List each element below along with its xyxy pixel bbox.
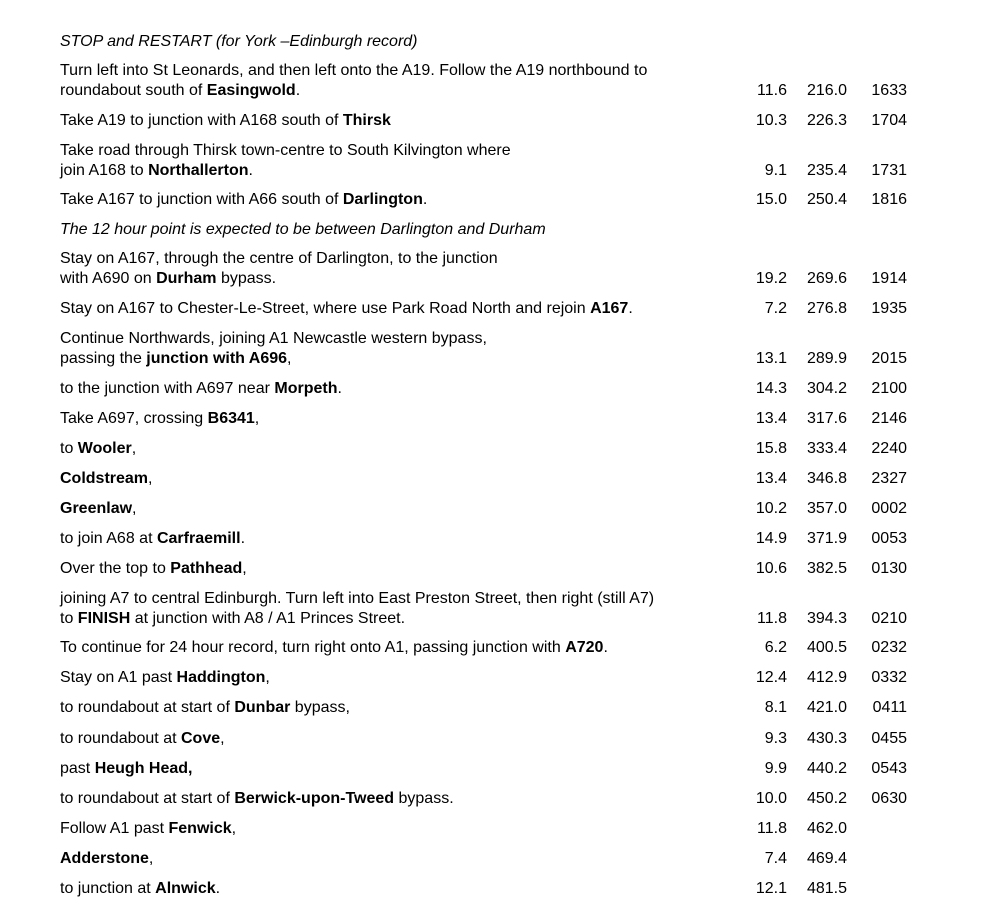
place-name: Pathhead — [170, 560, 243, 577]
direction-text: join A168 to — [60, 162, 149, 179]
stage-directions — [60, 439, 750, 459]
direction-text: To continue for 24 hour record, turn right onto A1, passing junction with — [60, 639, 566, 656]
direction-line — [60, 668, 750, 688]
stage-directions — [60, 499, 750, 519]
cumulative-distance: 412.9 — [806, 669, 847, 686]
schedule-time: 0332 — [871, 669, 907, 686]
direction-text: to junction at — [60, 880, 156, 897]
direction-line — [60, 819, 750, 839]
route-note — [0, 32, 1000, 52]
cumulative-distance: 333.4 — [806, 440, 847, 457]
direction-text: STOP and RESTART (for York –Edinburgh record) — [60, 33, 418, 50]
direction-line — [60, 190, 750, 210]
stage-distance: 13.4 — [755, 410, 787, 427]
direction-line — [60, 638, 750, 658]
direction-line — [60, 161, 750, 181]
schedule-time: 0210 — [871, 610, 907, 627]
direction-line — [60, 609, 750, 629]
cumulative-distance: 430.3 — [806, 730, 847, 747]
direction-text: Continue Northwards, joining A1 Newcastle western bypass, — [60, 330, 487, 347]
direction-text: roundabout south of — [60, 82, 207, 99]
direction-text: , — [265, 669, 270, 686]
direction-text: Stay on A167 to Chester-Le-Street, where use Park Road North and rejoin — [60, 300, 591, 317]
place-name: Dunbar — [234, 699, 291, 716]
direction-line — [60, 409, 750, 429]
stage-distance: 10.0 — [755, 790, 787, 807]
direction-text: . — [215, 880, 221, 897]
direction-text: Stay on A1 past — [60, 669, 177, 686]
direction-line — [60, 349, 750, 369]
schedule-time: 1633 — [871, 82, 907, 99]
direction-text: to roundabout at — [60, 730, 181, 747]
place-name: Carfraemill — [156, 530, 241, 547]
route-stage-row — [0, 61, 1000, 101]
route-stage-row — [0, 499, 1000, 519]
direction-text: , — [242, 560, 247, 577]
direction-line — [60, 698, 750, 718]
route-note — [0, 220, 1000, 240]
cumulative-distance: 357.0 — [806, 500, 847, 517]
stage-distance: 8.1 — [764, 699, 787, 716]
direction-text: . — [337, 380, 342, 397]
schedule-time: 1935 — [871, 300, 907, 317]
stage-directions — [60, 529, 750, 549]
stage-distance: 14.3 — [755, 380, 787, 397]
cumulative-distance: 371.9 — [806, 530, 847, 547]
schedule-time: 1704 — [871, 112, 907, 129]
direction-text: Turn left into St Leonards, and then left onto the A19. Follow the A19 northbound to — [60, 62, 648, 79]
stage-directions — [60, 141, 750, 181]
direction-text: , — [132, 500, 137, 517]
direction-text: bypass. — [394, 790, 454, 807]
route-stage-row — [0, 589, 1000, 629]
note-text — [60, 32, 750, 52]
stage-directions — [60, 299, 750, 319]
cumulative-distance: 304.2 — [806, 380, 847, 397]
route-stage-row — [0, 439, 1000, 459]
cumulative-distance: 250.4 — [806, 191, 847, 208]
cumulative-distance: 462.0 — [806, 820, 847, 837]
stage-directions — [60, 638, 750, 658]
schedule-time: 0455 — [871, 730, 907, 747]
stage-directions — [60, 61, 750, 101]
place-name: A167 — [590, 300, 629, 317]
stage-distance: 11.8 — [757, 820, 787, 837]
direction-line — [60, 499, 750, 519]
place-name: Berwick-upon-Tweed — [234, 790, 395, 807]
stage-directions — [60, 379, 750, 399]
place-name: B6341 — [207, 410, 255, 427]
schedule-time: 0543 — [871, 760, 907, 777]
schedule-time: 2015 — [871, 350, 907, 367]
direction-text: bypass. — [216, 270, 277, 287]
direction-text: Stay on A167, through the centre of Darlington, to the junction — [60, 250, 498, 267]
route-stage-row — [0, 638, 1000, 658]
direction-text: . — [248, 162, 253, 179]
stage-distance: 19.2 — [755, 270, 787, 287]
place-name: Darlington — [342, 191, 423, 208]
stage-distance: 13.4 — [755, 470, 787, 487]
route-stage-row — [0, 759, 1000, 779]
direction-line — [60, 299, 750, 319]
cumulative-distance: 421.0 — [806, 699, 847, 716]
stage-directions — [60, 698, 750, 718]
stage-distance: 11.8 — [757, 610, 787, 627]
cumulative-distance: 216.0 — [806, 82, 847, 99]
place-name: Wooler — [77, 440, 132, 457]
place-name: Morpeth — [274, 380, 338, 397]
stage-directions — [60, 329, 750, 369]
route-stage-row — [0, 111, 1000, 131]
stage-distance: 7.4 — [764, 850, 787, 867]
place-name: FINISH — [77, 610, 131, 627]
route-stage-row — [0, 379, 1000, 399]
schedule-time: 2100 — [871, 380, 907, 397]
place-name: Haddington — [176, 669, 266, 686]
schedule-time: 2240 — [871, 440, 907, 457]
cumulative-distance: 400.5 — [806, 639, 847, 656]
direction-text: , — [231, 820, 237, 837]
direction-text: Over the top to — [60, 560, 171, 577]
place-name: Fenwick — [168, 820, 232, 837]
stage-directions — [60, 879, 750, 899]
direction-line — [60, 379, 750, 399]
route-stage-row — [0, 559, 1000, 579]
direction-text: to — [60, 610, 78, 627]
direction-line — [60, 729, 750, 749]
route-stage-row — [0, 329, 1000, 369]
direction-text: . — [422, 191, 428, 208]
schedule-time: 2146 — [871, 410, 907, 427]
stage-distance: 10.2 — [755, 500, 787, 517]
direction-text: joining A7 to central Edinburgh. Turn left into East Preston Street, then right (still A7) — [60, 590, 655, 607]
direction-text: to — [60, 440, 78, 457]
direction-line — [60, 879, 750, 899]
stage-distance: 7.2 — [764, 300, 787, 317]
direction-text: at junction with A8 / A1 Princes Street. — [130, 610, 406, 627]
schedule-time: 1731 — [871, 162, 907, 179]
route-stage-row — [0, 668, 1000, 688]
direction-text: , — [287, 350, 292, 367]
schedule-time: 0411 — [872, 699, 907, 716]
stage-distance: 10.3 — [755, 112, 787, 129]
direction-text: , — [148, 470, 153, 487]
stage-distance: 10.6 — [755, 560, 787, 577]
stage-directions — [60, 759, 750, 779]
schedule-time: 1816 — [871, 191, 907, 208]
route-stage-row — [0, 469, 1000, 489]
direction-text: . — [295, 82, 301, 99]
schedule-time: 1914 — [871, 270, 907, 287]
direction-line — [60, 469, 750, 489]
stage-directions — [60, 111, 750, 131]
stage-distance: 11.6 — [757, 82, 787, 99]
stage-distance: 6.2 — [764, 639, 787, 656]
stage-directions — [60, 849, 750, 869]
route-stage-row — [0, 849, 1000, 869]
cumulative-distance: 382.5 — [806, 560, 847, 577]
schedule-time: 0232 — [871, 639, 907, 656]
direction-text: , — [254, 410, 260, 427]
stage-directions — [60, 409, 750, 429]
direction-line — [60, 329, 750, 349]
direction-line — [60, 529, 750, 549]
schedule-time: 0053 — [871, 530, 907, 547]
direction-text: to join A68 at — [60, 530, 157, 547]
direction-line — [60, 61, 750, 81]
place-name: A720 — [565, 639, 604, 656]
direction-text: . — [628, 300, 633, 317]
stage-directions — [60, 190, 750, 210]
cumulative-distance: 346.8 — [806, 470, 847, 487]
direction-text: Take road through Thirsk town-centre to South Kilvington where — [60, 142, 511, 159]
direction-text: . — [240, 530, 246, 547]
stage-distance: 9.3 — [764, 730, 787, 747]
stage-distance: 12.4 — [755, 669, 787, 686]
stage-distance: 14.9 — [755, 530, 787, 547]
stage-distance: 9.9 — [764, 760, 787, 777]
direction-text: , — [131, 440, 137, 457]
place-name: Cove — [180, 730, 221, 747]
direction-line — [60, 849, 750, 869]
place-name: Greenlaw — [60, 500, 133, 517]
cumulative-distance: 276.8 — [806, 300, 847, 317]
direction-text: Take A19 to junction with A168 south of — [60, 112, 343, 129]
direction-text: to the junction with A697 near — [60, 380, 275, 397]
direction-text: to roundabout at start of — [60, 699, 235, 716]
schedule-time: 2327 — [871, 470, 907, 487]
direction-line — [60, 559, 750, 579]
place-name: Durham — [156, 270, 217, 287]
cumulative-distance: 394.3 — [806, 610, 847, 627]
direction-text: Take A697, crossing — [60, 410, 208, 427]
stage-directions — [60, 789, 750, 809]
route-stage-row — [0, 249, 1000, 289]
stage-directions — [60, 729, 750, 749]
route-stage-row — [0, 529, 1000, 549]
place-name: junction with A696 — [146, 350, 288, 367]
direction-line — [60, 111, 750, 131]
place-name: Adderstone — [60, 850, 149, 867]
direction-text: , — [220, 730, 225, 747]
cumulative-distance: 450.2 — [806, 790, 847, 807]
place-name: Easingwold — [206, 82, 296, 99]
direction-text: bypass, — [290, 699, 350, 716]
direction-line — [60, 439, 750, 459]
place-name: Heugh Head, — [94, 760, 193, 777]
cumulative-distance: 469.4 — [806, 850, 847, 867]
stage-distance: 9.1 — [764, 162, 787, 179]
stage-directions — [60, 668, 750, 688]
cumulative-distance: 269.6 — [806, 270, 847, 287]
direction-line — [60, 589, 750, 609]
stage-distance: 13.1 — [755, 350, 787, 367]
direction-text: , — [148, 850, 154, 867]
cumulative-distance: 226.3 — [806, 112, 847, 129]
stage-distance: 12.1 — [755, 880, 787, 897]
direction-line — [60, 81, 750, 101]
schedule-time: 0002 — [871, 500, 907, 517]
cumulative-distance: 235.4 — [806, 162, 847, 179]
stage-distance: 15.0 — [755, 191, 787, 208]
cumulative-distance: 289.9 — [806, 350, 847, 367]
place-name: Thirsk — [342, 112, 391, 129]
direction-text: . — [603, 639, 608, 656]
route-stage-row — [0, 190, 1000, 210]
route-stage-row — [0, 141, 1000, 181]
route-stage-row — [0, 819, 1000, 839]
place-name: Coldstream — [60, 470, 149, 487]
schedule-time: 0130 — [871, 560, 907, 577]
direction-text: with A690 on — [60, 270, 157, 287]
direction-line — [60, 249, 750, 269]
stage-directions — [60, 589, 750, 629]
cumulative-distance: 440.2 — [806, 760, 847, 777]
direction-line — [60, 269, 750, 289]
cumulative-distance: 317.6 — [806, 410, 847, 427]
stage-directions — [60, 249, 750, 289]
direction-text: to roundabout at start of — [60, 790, 235, 807]
direction-line — [60, 220, 750, 240]
stage-directions — [60, 559, 750, 579]
direction-text: Follow A1 past — [60, 820, 169, 837]
stage-directions — [60, 469, 750, 489]
direction-line — [60, 759, 750, 779]
stage-distance: 15.8 — [755, 440, 787, 457]
route-stage-row — [0, 879, 1000, 899]
schedule-time: 0630 — [871, 790, 907, 807]
stage-directions — [60, 819, 750, 839]
direction-text: past — [60, 760, 95, 777]
cumulative-distance: 481.5 — [806, 880, 847, 897]
direction-line — [60, 141, 750, 161]
route-stage-row — [0, 299, 1000, 319]
direction-line — [60, 789, 750, 809]
route-stage-row — [0, 729, 1000, 749]
direction-text: passing the — [60, 350, 147, 367]
direction-text: The 12 hour point is expected to be between Darlington and Durham — [60, 221, 546, 238]
note-text — [60, 220, 750, 240]
place-name: Alnwick — [155, 880, 216, 897]
direction-line — [60, 32, 750, 52]
place-name: Northallerton — [148, 162, 249, 179]
route-stage-row — [0, 409, 1000, 429]
direction-text: Take A167 to junction with A66 south of — [60, 191, 343, 208]
route-stage-row — [0, 698, 1000, 718]
route-stage-row — [0, 789, 1000, 809]
